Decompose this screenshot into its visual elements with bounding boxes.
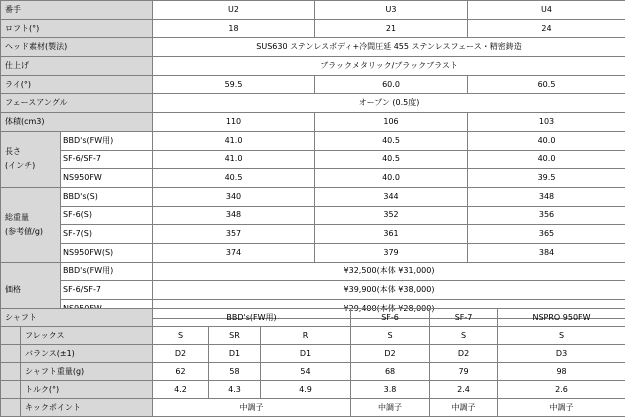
table-row: [1, 309, 625, 327]
weight-value: 356: [468, 206, 625, 225]
model-header-label: 番手: [1, 1, 153, 20]
weight-value: 348: [468, 187, 625, 206]
kickpoint-label: キックポイント: [21, 399, 153, 417]
bbd-header: BBD's(FW用): [153, 309, 351, 327]
length-value: 41.0: [153, 131, 315, 150]
weight-shaft-label: NS950FW(S): [61, 243, 153, 262]
row-indent: [1, 345, 21, 363]
row-indent: [1, 399, 21, 417]
length-label-line2: (インチ): [5, 161, 35, 170]
kickpoint-value: 中調子: [430, 399, 498, 417]
lie-label: ライ(°): [1, 75, 153, 94]
table-row: [1, 169, 625, 188]
head-material-label: ヘッド素材(製法): [1, 38, 153, 57]
table-row: [1, 1, 625, 20]
torque-value: 4.2: [153, 381, 209, 399]
sf6-header: SF-6: [351, 309, 430, 327]
weight-value: 344: [315, 187, 468, 206]
head-material-value: SUS630 ステンレスボディ+冷間圧延 455 ステンレスフェース・精密鋳造: [153, 38, 625, 57]
table-row: [1, 94, 625, 113]
weight-value: 357: [153, 225, 315, 244]
torque-value: 3.8: [351, 381, 430, 399]
flex-value: S: [498, 327, 625, 345]
length-label: [1, 131, 61, 187]
length-value: 40.5: [315, 131, 468, 150]
loft-value: 24: [468, 19, 625, 38]
length-value: 40.5: [153, 169, 315, 188]
face-angle-label: フェースアングル: [1, 94, 153, 113]
length-shaft-label: SF-6/SF-7: [61, 150, 153, 169]
torque-label: トルク(°): [21, 381, 153, 399]
price-label: 価格: [1, 262, 61, 318]
table-row: [1, 187, 625, 206]
flex-value: S: [430, 327, 498, 345]
weight-shaft-label: BBD's(S): [61, 187, 153, 206]
kickpoint-value: 中調子: [351, 399, 430, 417]
length-value: 41.0: [153, 150, 315, 169]
torque-value: 2.6: [498, 381, 625, 399]
shaft-weight-value: 58: [209, 363, 261, 381]
row-indent: [1, 327, 21, 345]
table-row: [1, 206, 625, 225]
lie-value: 59.5: [153, 75, 315, 94]
length-value: 40.0: [468, 131, 625, 150]
finish-label: 仕上げ: [1, 57, 153, 76]
shaft-weight-value: 54: [261, 363, 351, 381]
flex-value: SR: [209, 327, 261, 345]
table-row: [1, 262, 625, 281]
weight-value: 384: [468, 243, 625, 262]
lie-value: 60.0: [315, 75, 468, 94]
length-value: 40.0: [315, 169, 468, 188]
length-value: 40.5: [315, 150, 468, 169]
weight-value: 348: [153, 206, 315, 225]
kickpoint-value: 中調子: [498, 399, 625, 417]
table-row: [1, 363, 625, 381]
weight-value: 374: [153, 243, 315, 262]
weight-label-line1: 総重量: [5, 213, 29, 222]
sf7-header: SF-7: [430, 309, 498, 327]
torque-value: 4.3: [209, 381, 261, 399]
model-u4: U4: [468, 1, 625, 20]
table-row: [1, 57, 625, 76]
weight-value: 352: [315, 206, 468, 225]
volume-value: 103: [468, 113, 625, 132]
volume-value: 110: [153, 113, 315, 132]
weight-value: 379: [315, 243, 468, 262]
loft-label: ロフト(°): [1, 19, 153, 38]
shaft-weight-value: 79: [430, 363, 498, 381]
table-row: [1, 243, 625, 262]
weight-shaft-label: SF-6(S): [61, 206, 153, 225]
price-value: ¥32,500(本体 ¥31,000): [153, 262, 625, 281]
balance-value: D3: [498, 345, 625, 363]
table-row: [1, 345, 625, 363]
flex-label: フレックス: [21, 327, 153, 345]
flex-value: S: [351, 327, 430, 345]
flex-value: R: [261, 327, 351, 345]
loft-value: 18: [153, 19, 315, 38]
balance-value: D1: [209, 345, 261, 363]
balance-value: D2: [153, 345, 209, 363]
balance-value: D2: [351, 345, 430, 363]
length-shaft-label: NS950FW: [61, 169, 153, 188]
weight-value: 365: [468, 225, 625, 244]
loft-value: 21: [315, 19, 468, 38]
price-shaft-label: SF-6/SF-7: [61, 281, 153, 300]
weight-shaft-label: SF-7(S): [61, 225, 153, 244]
shaft-weight-value: 68: [351, 363, 430, 381]
torque-value: 2.4: [430, 381, 498, 399]
model-u3: U3: [315, 1, 468, 20]
flex-value: S: [153, 327, 209, 345]
table-row: [1, 399, 625, 417]
length-label-line1: 長さ: [5, 147, 21, 156]
table-row: [1, 38, 625, 57]
shaft-weight-value: 62: [153, 363, 209, 381]
weight-label-line2: (参考値/g): [5, 227, 43, 236]
price-value: ¥29,400(本体 ¥28,000): [153, 300, 625, 319]
length-value: 40.0: [468, 150, 625, 169]
volume-label: 体積(cm3): [1, 113, 153, 132]
volume-value: 106: [315, 113, 468, 132]
shaft-table: [0, 308, 625, 417]
length-value: 39.5: [468, 169, 625, 188]
shaft-weight-value: 98: [498, 363, 625, 381]
table-row: [1, 281, 625, 300]
shaft-header-label: シャフト: [1, 309, 153, 327]
length-shaft-label: BBD's(FW用): [61, 131, 153, 150]
price-value: ¥39,900(本体 ¥38,000): [153, 281, 625, 300]
row-indent: [1, 381, 21, 399]
kickpoint-value: 中調子: [153, 399, 351, 417]
table-row: [1, 327, 625, 345]
table-row: [1, 131, 625, 150]
table-row: [1, 75, 625, 94]
table-row: [1, 19, 625, 38]
shaft-weight-label: シャフト重量(g): [21, 363, 153, 381]
table-row: [1, 381, 625, 399]
weight-value: 361: [315, 225, 468, 244]
lie-value: 60.5: [468, 75, 625, 94]
nspro-header: NSPRO 950FW: [498, 309, 625, 327]
table-row: [1, 113, 625, 132]
table-row: [1, 225, 625, 244]
torque-value: 4.9: [261, 381, 351, 399]
finish-value: ブラックメタリック/ブラックブラスト: [153, 57, 625, 76]
model-u2: U2: [153, 1, 315, 20]
weight-value: 340: [153, 187, 315, 206]
weight-label: [1, 187, 61, 262]
balance-value: D2: [430, 345, 498, 363]
face-angle-value: オープン (0.5度): [153, 94, 625, 113]
row-indent: [1, 363, 21, 381]
price-shaft-label: BBD's(FW用): [61, 262, 153, 281]
balance-value: D1: [261, 345, 351, 363]
table-row: [1, 150, 625, 169]
balance-label: バランス(±1): [21, 345, 153, 363]
